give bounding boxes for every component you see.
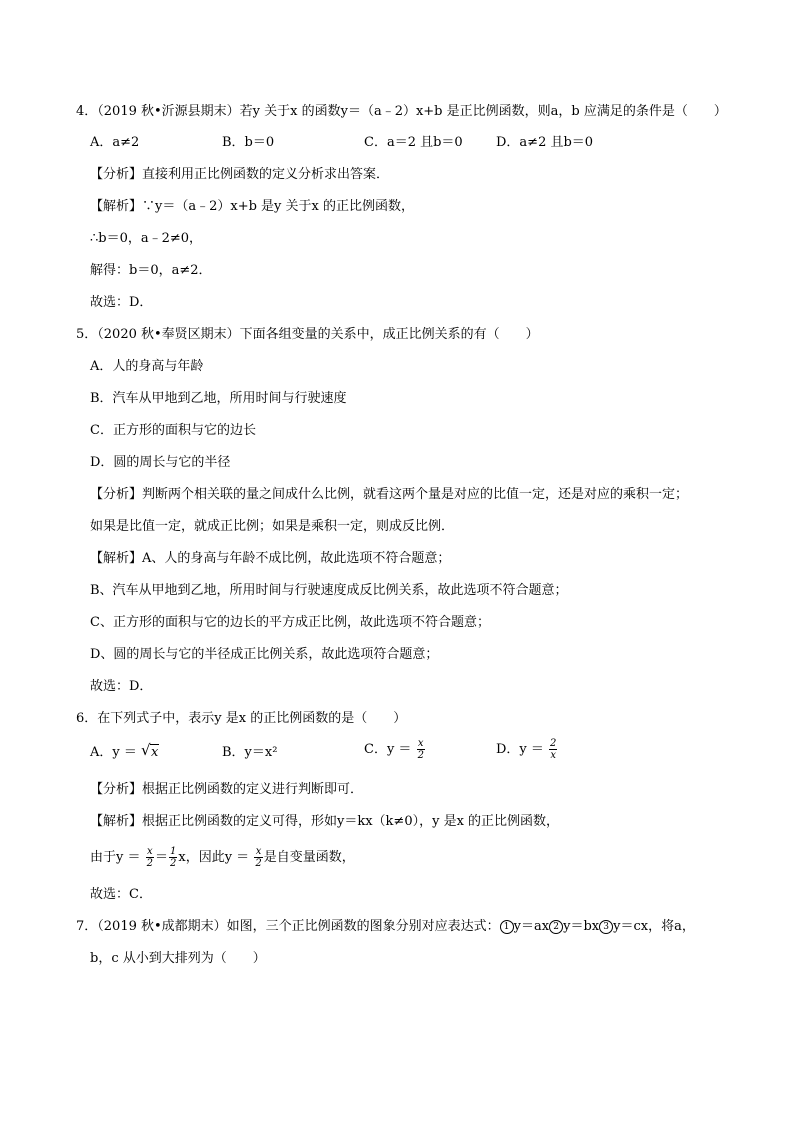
q4-solution-line: ∴b＝0，a﹣2≠0， xyxy=(90,231,203,246)
q6-solution-line xyxy=(90,846,355,869)
radicand: x xyxy=(151,745,159,760)
text-run: 7．（2019 秋•成都期末）如图，三个正比例函数的图象分别对应表达式： xyxy=(76,919,500,934)
q5-solution-line: D、圆的周长与它的半径成正比例关系，故此选项符合题意； xyxy=(90,647,439,662)
fraction xyxy=(146,846,154,869)
q5-stem: 5．（2020 秋•奉贤区期末）下面各组变量的关系中，成正比例关系的有（ ） xyxy=(76,327,539,342)
fraction xyxy=(549,738,557,761)
q5-solution-line: B、汽车从甲地到乙地，所用时间与行驶速度成反比例关系，故此选项不符合题意； xyxy=(90,583,568,598)
q5-option-b: B．汽车从甲地到乙地，所用时间与行驶速度 xyxy=(90,391,347,406)
q6-answer: 故选：C． xyxy=(90,887,152,902)
q5-solution-line: 【解析】A、人的身高与年龄不成比例，故此选项不符合题意； xyxy=(90,551,451,566)
fraction xyxy=(254,846,262,869)
q5-option-c: C．正方形的面积与它的边长 xyxy=(90,423,256,438)
text-run: x，因此y ＝ xyxy=(178,850,254,865)
text-run: ＝ xyxy=(154,850,168,865)
circled-number: 2 xyxy=(549,920,563,934)
q4-option-b: B．b＝0 xyxy=(222,135,275,150)
q6-option-c xyxy=(364,738,426,761)
q6-option-d-prefix: D．y ＝ xyxy=(496,742,549,757)
denominator: 2 xyxy=(146,858,153,869)
denominator: x xyxy=(550,750,557,761)
radical-sign: √ xyxy=(141,741,151,759)
numerator: x xyxy=(255,846,262,857)
circled-number: 3 xyxy=(599,920,613,934)
q7-stem-line2: b，c 从小到大排列为（ ） xyxy=(90,951,266,966)
q4-answer: 故选：D． xyxy=(90,295,153,310)
q4-analysis: 【分析】直接利用正比例函数的定义分析求出答案． xyxy=(90,167,390,182)
q6-solution-line: 【解析】根据正比例函数的定义可得，形如y＝kx（k≠0），y 是x 的正比例函数， xyxy=(90,814,560,829)
sqrt-expression xyxy=(141,741,159,762)
q5-option-a: A．人的身高与年龄 xyxy=(90,359,204,374)
q6-analysis: 【分析】根据正比例函数的定义进行判断即可． xyxy=(90,782,364,797)
numerator: 1 xyxy=(170,846,177,857)
q6-option-d xyxy=(496,738,558,761)
q4-solution-line: 解得：b＝0，a≠2． xyxy=(90,263,212,278)
fraction xyxy=(169,846,177,869)
q5-analysis-line: 【分析】判断两个相关联的量之间成什么比例，就看这两个量是对应的比值一定，还是对应的乘积一定； xyxy=(90,487,689,502)
numerator: 2 xyxy=(550,738,557,749)
denominator: 2 xyxy=(255,858,262,869)
fraction xyxy=(417,738,425,761)
text-run: y＝ax xyxy=(513,919,550,934)
q4-solution-line: 【解析】∵y＝（a﹣2）x+b 是y 关于x 的正比例函数， xyxy=(90,199,414,214)
text-run: ，将a， xyxy=(648,919,695,934)
denominator: 2 xyxy=(170,858,177,869)
text-run: 由于y ＝ xyxy=(90,850,145,865)
q4-option-a: A．a≠2 xyxy=(90,135,140,150)
q7-stem xyxy=(76,918,695,936)
q6-option-a xyxy=(90,741,159,762)
q6-option-b: B．y＝x² xyxy=(222,745,278,760)
q5-analysis-line: 如果是比值一定，就成正比例；如果是乘积一定，则成反比例． xyxy=(90,519,455,534)
q5-option-d: D．圆的周长与它的半径 xyxy=(90,455,231,470)
circled-number: 1 xyxy=(500,920,514,934)
q6-stem: 6．在下列式子中，表示y 是x 的正比例函数的是（ ） xyxy=(76,711,407,726)
text-run: y＝bx xyxy=(563,919,600,934)
q6-option-c-prefix: C．y ＝ xyxy=(364,742,416,757)
q5-solution-line: C、正方形的面积与它的边长的平方成正比例，故此选项不符合题意； xyxy=(90,615,490,630)
q5-answer: 故选：D． xyxy=(90,679,153,694)
q6-option-a-prefix: A．y ＝ xyxy=(90,745,141,760)
numerator: x xyxy=(417,738,424,749)
denominator: 2 xyxy=(417,750,424,761)
text-run: 是自变量函数， xyxy=(263,850,355,865)
numerator: x xyxy=(146,846,153,857)
text-run: y＝cx xyxy=(613,919,649,934)
q4-option-d: D．a≠2 且b＝0 xyxy=(496,135,594,150)
q4-stem: 4．（2019 秋•沂源县期末）若y 关于x 的函数y＝（a﹣2）x+b 是正比例函数，则a，b 应满足的条件是（ ） xyxy=(76,104,727,119)
q4-option-c: C．a＝2 且b＝0 xyxy=(364,135,463,150)
